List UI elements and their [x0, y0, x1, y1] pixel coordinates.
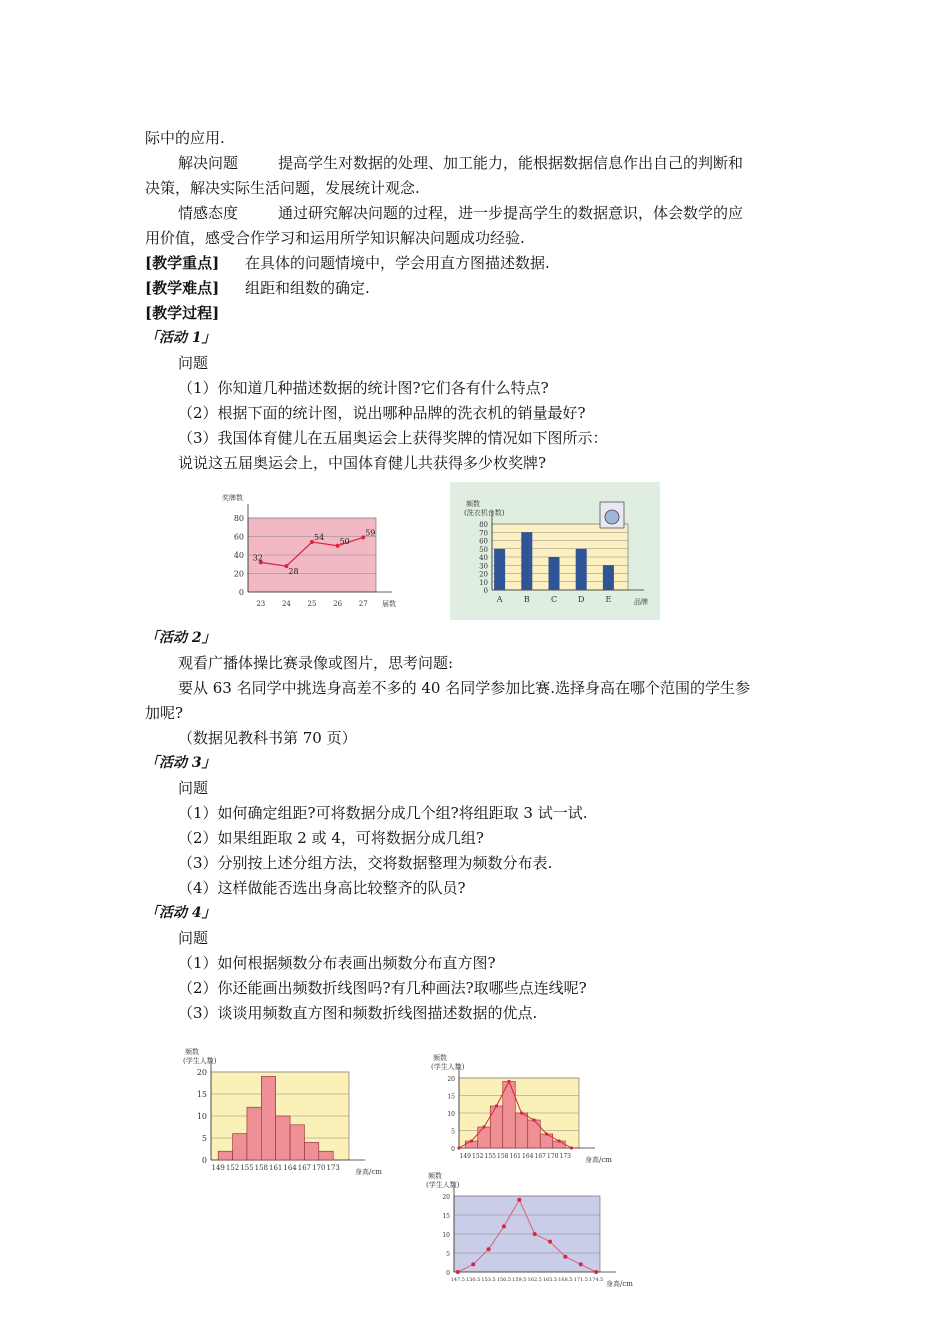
y-tick-label: 80	[479, 521, 488, 529]
y-tick-label: 20	[442, 1194, 450, 1201]
y-axis-title: 频数	[185, 1048, 199, 1056]
bar	[319, 1151, 333, 1160]
x-tick-label: 155	[240, 1164, 254, 1172]
bar	[290, 1125, 304, 1160]
x-axis-title: 身高/cm	[606, 1280, 633, 1288]
y-tick-label: 0	[446, 1270, 450, 1277]
y-tick-label: 20	[479, 570, 488, 579]
x-tick-label: 152	[225, 1164, 240, 1172]
y-tick-label: 10	[447, 1111, 455, 1118]
x-tick-label: 155	[484, 1153, 496, 1160]
polygon-point	[570, 1146, 573, 1149]
y-tick-label: 15	[442, 1213, 450, 1220]
y-tick-label: 60	[233, 532, 244, 542]
x-tick-label: 27	[358, 600, 368, 608]
y-tick-label: 5	[446, 1251, 450, 1258]
data-point	[456, 1270, 460, 1274]
data-label: 54	[314, 533, 325, 543]
polygon-point	[532, 1118, 535, 1121]
label-attitude: 情感态度	[178, 204, 239, 222]
y-axis-subtitle: (洗衣机台数)	[464, 509, 505, 517]
text-line: （数据见教科书第 70 页）	[178, 729, 357, 747]
x-tick-label: 159.5	[512, 1277, 527, 1283]
text-line: 观看广播体操比赛录像或图片，思考问题:	[178, 654, 454, 672]
x-tick-label: 147.5	[450, 1277, 466, 1283]
x-tick-label: 173	[326, 1164, 340, 1172]
bar	[576, 549, 587, 590]
x-tick-label: 168.5	[558, 1277, 573, 1283]
text-line: 际中的应用.	[145, 129, 225, 147]
bar	[549, 557, 560, 590]
polygon-point	[495, 1104, 498, 1107]
y-tick-label: 15	[447, 1093, 455, 1101]
x-tick-label: 156.5	[496, 1277, 512, 1283]
polygon-point	[520, 1111, 523, 1114]
text-line: 通过研究解决问题的过程，进一步提高学生的数据意识，体会数学的应	[278, 204, 744, 222]
y-axis-title: 频数	[466, 500, 480, 508]
bar	[515, 1113, 528, 1148]
x-tick-label: A	[496, 595, 503, 604]
bar	[233, 1134, 247, 1160]
list-item: （4）这样做能否选出身高比较整齐的队员?	[178, 879, 466, 897]
x-axis-title: 届数	[382, 600, 396, 608]
y-tick-label: 60	[479, 537, 488, 546]
text-line: 要从 63 名同学中挑选身高差不多的 40 名同学参加比赛.选择身高在哪个范围的学生参	[178, 679, 751, 697]
y-axis-title: 奖牌数	[222, 494, 243, 502]
list-item: （3）分别按上述分组方法，交将数据整理为频数分布表.	[178, 854, 553, 872]
text-line: 提高学生对数据的处理、加工能力，能根据数据信息作出自己的判断和	[278, 154, 744, 172]
polygon-point	[557, 1139, 560, 1142]
data-label: 32	[252, 553, 263, 563]
y-tick-label: 0	[483, 587, 488, 595]
difficulty-text: 组距和组数的确定.	[245, 279, 370, 297]
x-tick-label: 165.5	[542, 1277, 558, 1283]
list-item: （3）我国体育健儿在五届奥运会上获得奖牌的情况如下图所示：	[178, 429, 608, 447]
x-tick-label: 158	[254, 1164, 268, 1172]
bar	[490, 1106, 503, 1148]
y-axis-title: 频数	[428, 1172, 442, 1180]
data-point	[563, 1255, 567, 1259]
y-axis-subtitle: (学生人数)	[426, 1181, 460, 1189]
x-tick-label: 174.5	[588, 1277, 604, 1283]
washing-machine-bar-chart	[450, 482, 660, 620]
bar	[218, 1151, 232, 1160]
x-tick-label: 164	[522, 1153, 534, 1160]
data-point	[517, 1198, 521, 1202]
y-tick-label: 10	[479, 578, 488, 587]
polygon-point	[545, 1132, 548, 1135]
question-label: 问题	[178, 779, 209, 797]
x-tick-label: 164	[283, 1164, 297, 1172]
data-point	[548, 1240, 552, 1244]
x-tick-label: 161	[509, 1153, 521, 1160]
bar	[304, 1142, 318, 1160]
y-tick-label: 80	[233, 514, 244, 523]
data-point	[487, 1247, 491, 1251]
x-tick-label: 149	[459, 1153, 471, 1160]
x-tick-label: 150.5	[466, 1277, 481, 1283]
x-tick-label: 23	[256, 600, 266, 608]
bar	[521, 532, 532, 590]
x-tick-label: 170	[547, 1153, 559, 1160]
x-tick-label: 171.5	[573, 1277, 588, 1283]
key-point-text: 在具体的问题情境中，学会用直方图描述数据.	[245, 254, 550, 272]
y-tick-label: 10	[196, 1112, 207, 1121]
x-tick-label: 170	[312, 1164, 326, 1172]
list-item: （1）如何根据频数分布表画出频数分布直方图?	[178, 954, 496, 972]
height-histogram	[175, 1035, 385, 1183]
y-axis-title: 频数	[433, 1054, 447, 1062]
polygon-point	[482, 1125, 485, 1128]
process-label: [教学过程]	[145, 304, 220, 322]
y-tick-label: 50	[479, 545, 488, 554]
bar	[247, 1107, 261, 1160]
x-tick-label: 162.5	[527, 1277, 542, 1283]
height-histogram-with-polygon	[415, 1045, 615, 1170]
label-problem-solving: 解决问题	[178, 154, 239, 172]
y-tick-label: 20	[447, 1076, 455, 1083]
x-tick-label: 24	[281, 600, 291, 608]
y-tick-label: 40	[233, 551, 244, 560]
washing-machine-door-icon	[605, 510, 619, 524]
x-tick-label: 161	[269, 1164, 283, 1172]
activity-1-title: 「活动 1」	[145, 330, 216, 346]
data-point	[533, 1232, 537, 1236]
data-point	[471, 1262, 475, 1266]
y-tick-label: 40	[479, 554, 488, 562]
difficulty-label: [教学难点]	[145, 279, 220, 297]
x-axis-title: 身高/cm	[355, 1168, 382, 1176]
bar	[603, 565, 614, 590]
y-axis-subtitle: (学生人数)	[431, 1063, 465, 1071]
text-line: 加呢?	[145, 704, 184, 722]
text-line: 用价值，感受合作学习和运用所学知识解决问题成功经验.	[145, 229, 525, 247]
x-axis-title: 身高/cm	[585, 1156, 612, 1164]
polygon-point	[507, 1080, 510, 1083]
bar	[261, 1076, 275, 1160]
polygon-point	[457, 1146, 460, 1149]
y-tick-label: 10	[442, 1232, 450, 1239]
x-axis-title: 品牌	[634, 598, 648, 606]
y-tick-label: 0	[238, 588, 244, 597]
x-tick-label: C	[550, 595, 558, 604]
activity-3-title: 「活动 3」	[145, 755, 216, 771]
x-tick-label: 26	[333, 600, 343, 608]
polygon-point	[470, 1139, 473, 1142]
y-tick-label: 70	[479, 529, 488, 538]
x-tick-label: B	[523, 595, 530, 604]
height-frequency-polygon	[426, 1168, 633, 1288]
list-item: （2）如果组距取 2 或 4，可将数据分成几组?	[178, 829, 484, 847]
medal-line-chart	[210, 480, 410, 615]
y-axis-subtitle: (学生人数)	[183, 1057, 217, 1065]
list-item: （1）你知道几种描述数据的统计图?它们各有什么特点?	[178, 379, 549, 397]
y-tick-label: 5	[451, 1128, 455, 1136]
x-tick-label: D	[577, 595, 585, 604]
x-tick-label: 167	[534, 1153, 546, 1160]
activity-2-title: 「活动 2」	[145, 630, 216, 646]
y-tick-label: 5	[201, 1134, 207, 1143]
y-tick-label: 15	[196, 1090, 207, 1099]
data-point	[594, 1270, 598, 1274]
bar	[494, 549, 505, 590]
y-tick-label: 0	[201, 1156, 207, 1165]
y-tick-label: 0	[451, 1146, 455, 1153]
list-item: 说说这五届奥运会上，中国体育健儿共获得多少枚奖牌?	[178, 454, 547, 472]
question-label: 问题	[178, 354, 209, 372]
data-label: 50	[339, 536, 350, 546]
question-label: 问题	[178, 929, 209, 947]
x-tick-label: 149	[211, 1164, 225, 1172]
x-tick-label: 152	[472, 1153, 484, 1160]
list-item: （1）如何确定组距?可将数据分成几个组?将组距取 3 试一试.	[178, 804, 588, 822]
x-tick-label: 25	[307, 600, 317, 608]
key-point-label: [教学重点]	[145, 254, 220, 272]
x-tick-label: 153.5	[481, 1277, 496, 1283]
y-tick-label: 20	[196, 1068, 207, 1077]
data-label: 59	[365, 528, 376, 538]
x-tick-label: E	[605, 595, 612, 604]
list-item: （2）根据下面的统计图，说出哪种品牌的洗衣机的销量最好?	[178, 404, 586, 422]
text-line: 决策，解决实际生活问题，发展统计观念.	[145, 179, 420, 197]
x-tick-label: 173	[559, 1153, 571, 1160]
x-tick-label: 167	[297, 1164, 312, 1172]
activity-4-title: 「活动 4」	[145, 905, 216, 921]
data-point	[579, 1262, 583, 1266]
list-item: （2）你还能画出频数折线图吗?有几种画法?取哪些点连线呢?	[178, 979, 587, 997]
data-point	[502, 1224, 506, 1228]
bar	[276, 1116, 290, 1160]
x-tick-label: 158	[497, 1153, 509, 1160]
y-tick-label: 30	[479, 562, 488, 571]
y-tick-label: 20	[233, 569, 244, 579]
data-label: 28	[288, 567, 299, 577]
list-item: （3）谈谈用频数直方图和频数折线图描述数据的优点.	[178, 1004, 538, 1022]
bar	[478, 1127, 491, 1148]
